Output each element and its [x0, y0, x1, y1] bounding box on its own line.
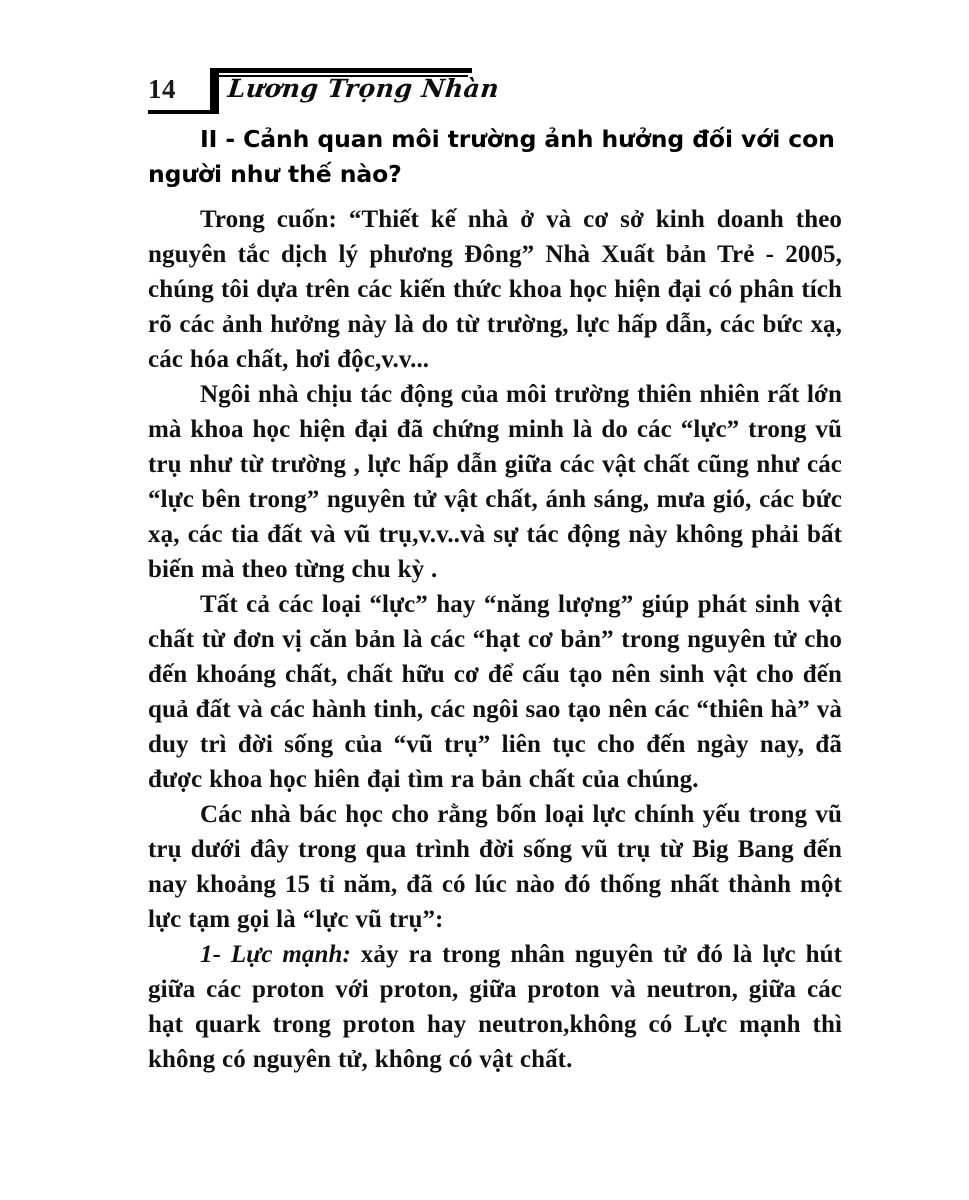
header-rule-under-folio	[148, 110, 218, 114]
author-signature: Lương Trọng Nhàn	[226, 74, 501, 103]
list-item-text: xảy ra trong nhân nguyên tử đó là lực hút giữa các proton với proton, giữa proton và neutron, giữa các hạt quark trong proton hay neutron,không có Lực mạnh thì không có nguyên tử, không có vật chất.	[148, 941, 842, 1073]
paragraph: Trong cuốn: “Thiết kế nhà ở và cơ sở kinh doanh theo nguyên tắc dịch lý phương Đông” Nhà Xuất bản Trẻ - 2005, chúng tôi dựa trên các kiến thức khoa học hiện đại có phân tích rõ các ảnh hưởng này là do từ trường, lực hấp dẫn, các bức xạ, các hóa chất, hơi độc,v.v...	[148, 206, 842, 373]
paragraph: Tất cả các loại “lực” hay “năng lượng” giúp phát sinh vật chất từ đơn vị căn bản là các “hạt cơ bản” trong nguyên tử cho đến khoáng chất, chất hữu cơ để cấu tạo nên sinh vật cho đến quả đất và các hành tinh, các ngôi sao tạo nên các “thiên hà” và duy trì đời sống của “vũ trụ” liên tục cho đến ngày nay, đã được khoa học hiên đại tìm ra bản chất của chúng.	[148, 591, 842, 793]
section-heading: II - Cảnh quan môi trường ảnh hưởng đối với con người như thế nào?	[148, 125, 835, 188]
numbered-list-item	[148, 937, 842, 1077]
paragraph: Các nhà bác học cho rằng bốn loại lực chính yếu trong vũ trụ dưới đây trong qua trình đời sống vũ trụ từ Big Bang đến nay khoảng 15 tỉ năm, đã có lúc nào đó thống nhất thành một lực tạm gọi là “lực vũ trụ”:	[148, 801, 842, 933]
running-head	[148, 62, 848, 118]
page-number: 14	[148, 74, 176, 104]
header-rule-top	[210, 68, 472, 73]
text-column	[148, 122, 842, 1077]
paragraph: Ngôi nhà chịu tác động của môi trường thiên nhiên rất lớn mà khoa học hiện đại đã chứng minh là do các “lực” trong vũ trụ như từ trường , lực hấp dẫn giữa các vật chất cũng như các “lực bên trong” nguyên tử vật chất, ánh sáng, mưa gió, các bức xạ, các tia đất và vũ trụ,v.v..và sự tác động này không phải bất biến mà theo từng chu kỳ .	[148, 381, 842, 583]
list-item-lead-in: 1- Lực mạnh:	[200, 941, 351, 968]
